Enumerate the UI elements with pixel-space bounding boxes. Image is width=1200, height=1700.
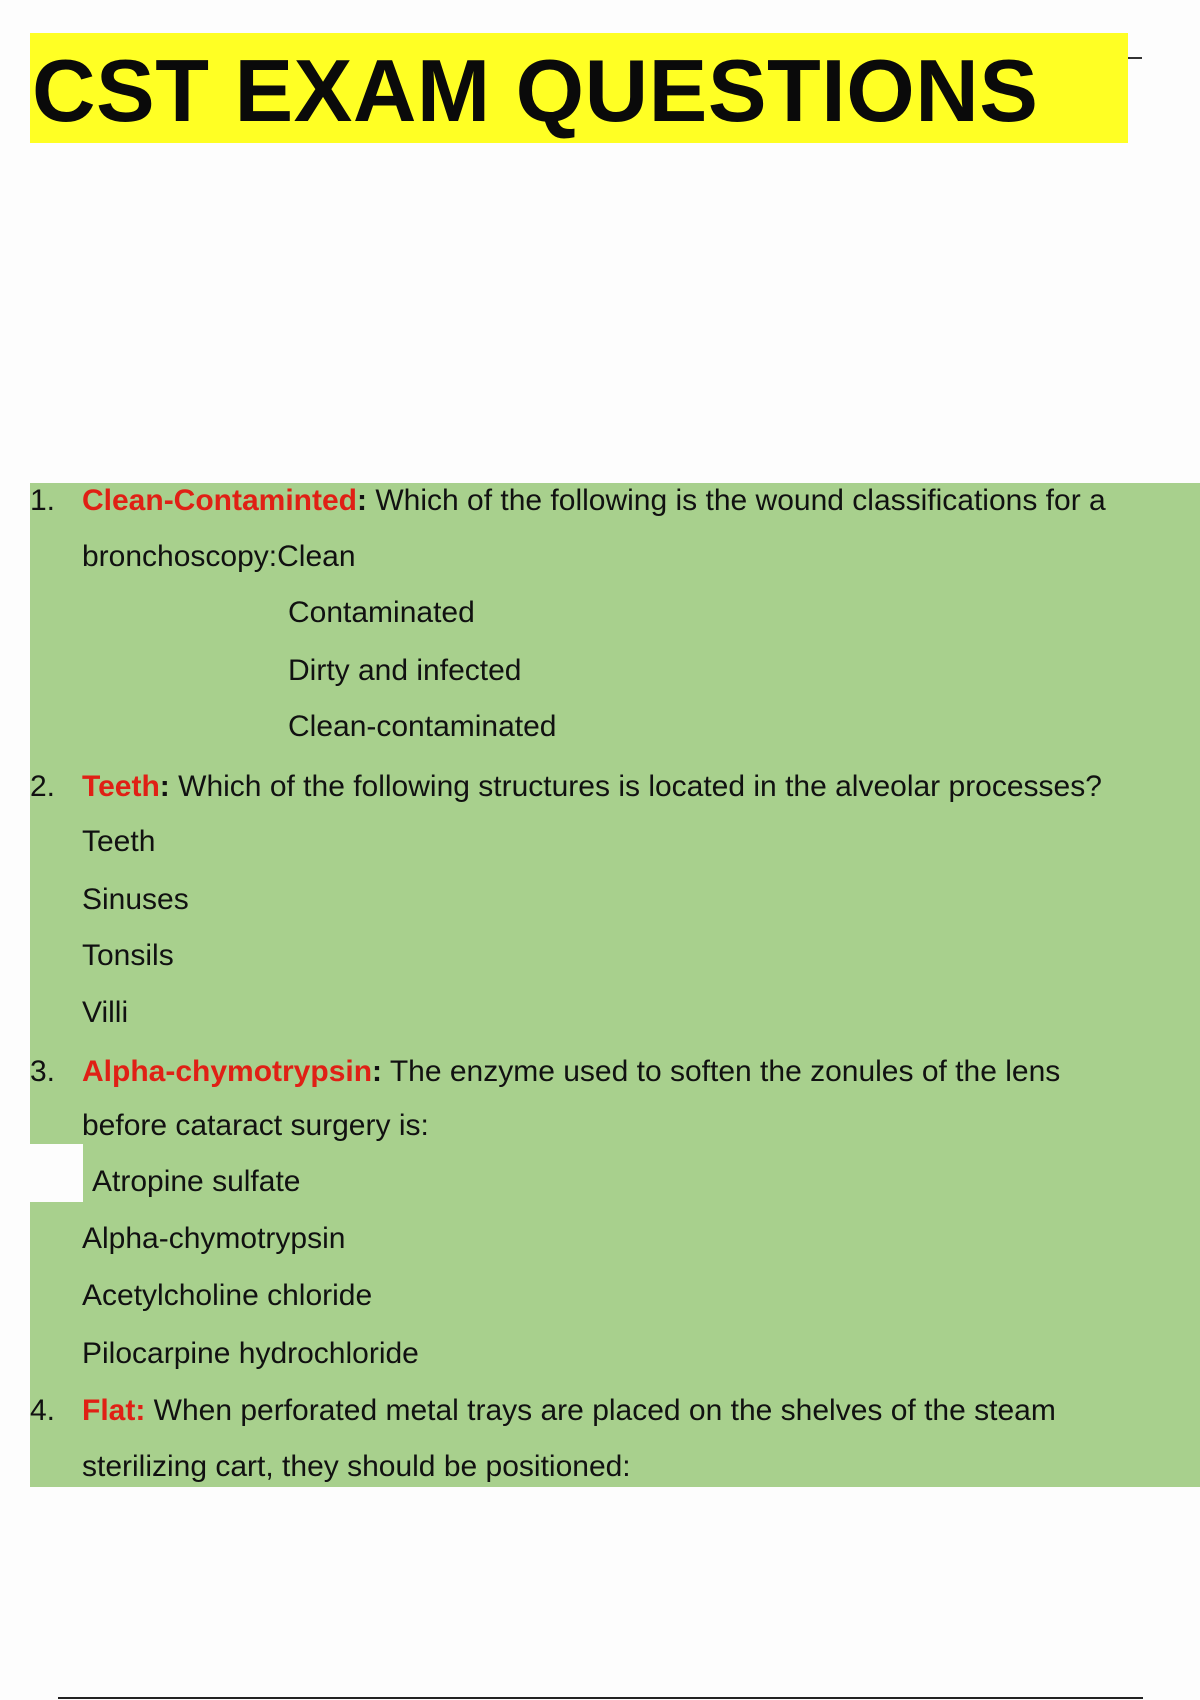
question-2-option-1: Teeth [82,825,156,858]
question-1-option-1: Contaminated [288,596,475,629]
question-4-text: When perforated metal trays are placed on the shelves of the steam [145,1394,1056,1427]
question-1-option-3: Clean-contaminated [288,710,557,743]
question-3-line-2: before cataract surgery is: [82,1109,429,1142]
question-3-text: The enzyme used to soften the zonules of the lens [382,1055,1061,1088]
question-1-text: Which of the following is the wound classifications for a [367,484,1106,517]
page-title: CST EXAM QUESTIONS [32,41,1039,140]
question-4-keyword: Flat: [82,1394,146,1427]
question-4-line-1 [82,1391,1056,1431]
question-1-line-2: bronchoscopy:Clean [82,540,356,573]
question-4-line-2: sterilizing cart, they should be positioned: [82,1450,631,1483]
question-2-keyword: Teeth [82,770,160,803]
question-2-colon: : [159,770,170,803]
question-1-colon: : [357,484,368,517]
question-3-option-2: Alpha-chymotrypsin [82,1222,346,1255]
title-dash-mark [1128,57,1142,59]
question-3-line-1 [82,1052,1060,1092]
question-3-option-1: Atropine sulfate [92,1165,301,1198]
question-2-number: 2. [30,770,56,803]
question-2-text: Which of the following structures is located in the alveolar processes? [169,770,1102,803]
question-2-option-2: Sinuses [82,883,189,916]
question-2-line-1 [82,767,1102,807]
question-3-option-3: Acetylcholine chloride [82,1279,373,1312]
question-1-option-2: Dirty and infected [288,654,522,687]
footer-rule [58,1697,1143,1699]
question-3-keyword: Alpha-chymotrypsin [82,1055,373,1088]
question-1-line-1 [82,481,1106,521]
question-2-option-3: Tonsils [82,939,174,972]
question-1-keyword: Clean-Contaminted [82,484,358,517]
highlight-gap [28,1144,83,1202]
question-1-number: 1. [30,484,56,517]
question-2-option-4: Villi [82,996,129,1029]
question-3-number: 3. [30,1055,56,1088]
question-3-option-4: Pilocarpine hydrochloride [82,1337,419,1370]
question-4-number: 4. [30,1394,56,1427]
question-3-colon: : [372,1055,383,1088]
